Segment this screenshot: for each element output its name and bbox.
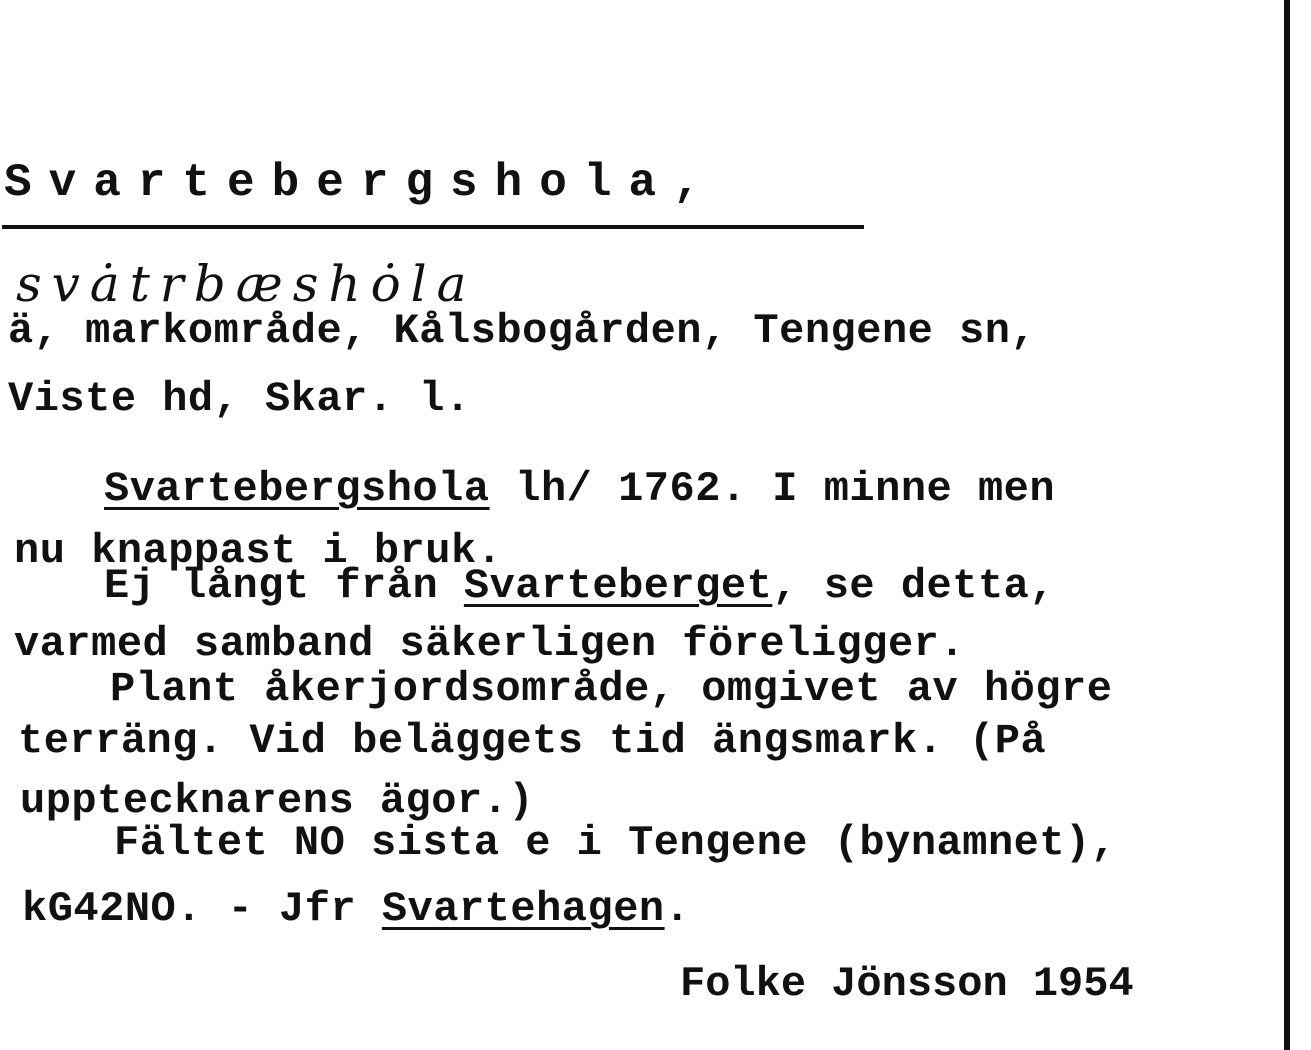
text-line-11 bbox=[22, 885, 691, 933]
text-line-5 bbox=[104, 562, 1056, 610]
signature: Folke Jönsson 1954 bbox=[680, 960, 1134, 1008]
entry-heading: Svartebergshola, bbox=[4, 157, 718, 209]
cross-reference-svartehagen: Svartehagen bbox=[381, 885, 665, 933]
place-name-link: Svartebergshola bbox=[104, 465, 490, 513]
text-line-1: ä, markområde, Kålsbogården, Tengene sn, bbox=[8, 307, 1037, 355]
text-line-8: terräng. Vid beläggets tid ängsmark. (På bbox=[18, 717, 1047, 765]
text-line-3-rest: lh/ 1762. I minne men bbox=[489, 465, 1056, 513]
text-line-11-end: . bbox=[664, 885, 691, 933]
text-line-7: Plant åkerjordsområde, omgivet av högre bbox=[110, 665, 1113, 713]
text-line-4: nu knappast i bruk. bbox=[14, 527, 503, 575]
text-line-2: Viste hd, Skar. l. bbox=[8, 375, 471, 423]
text-line-10: Fältet NO sista e i Tengene (bynamnet), bbox=[114, 819, 1117, 867]
text-line-6: varmed samband säkerligen föreligger. bbox=[14, 620, 966, 668]
phonetic-transcription: svȧtrbæshȯla bbox=[16, 255, 477, 313]
cross-reference-svarteberget: Svarteberget bbox=[463, 562, 773, 610]
card-edge-line bbox=[1284, 0, 1290, 1050]
text-line-5-end: , se detta, bbox=[772, 562, 1056, 610]
text-line-11-start: kG42NO. - Jfr bbox=[22, 885, 382, 933]
text-line-9: upptecknarens ägor.) bbox=[20, 777, 535, 825]
text-line-5-start: Ej långt från bbox=[104, 562, 464, 610]
heading-underline bbox=[2, 225, 864, 229]
text-line-3 bbox=[104, 465, 1056, 513]
